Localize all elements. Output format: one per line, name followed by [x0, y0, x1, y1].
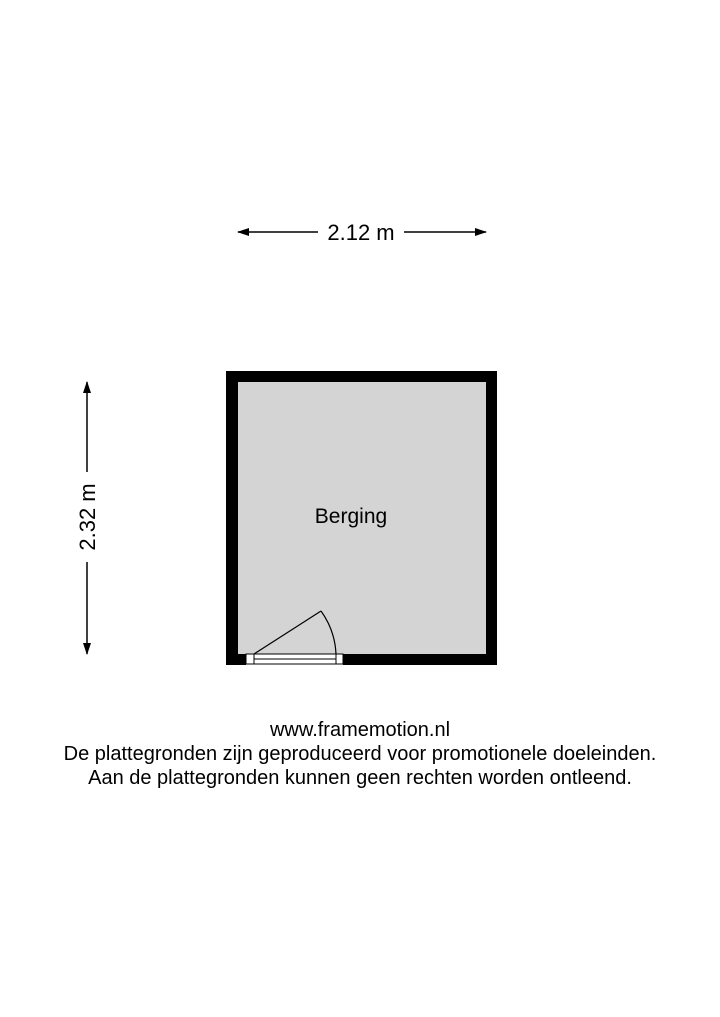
wall-right: [486, 371, 497, 665]
wall-bottom-right: [343, 654, 497, 665]
wall-bottom-left: [226, 654, 246, 665]
wall-top: [226, 371, 497, 382]
room-label: Berging: [314, 505, 388, 528]
website-link[interactable]: www.framemotion.nl: [269, 719, 451, 741]
footer: [0, 718, 720, 790]
height-dimension: [75, 382, 100, 654]
door-jamb-left: [246, 654, 254, 664]
height-dimension-label: 2.32 m: [75, 483, 100, 551]
wall-left: [226, 371, 238, 665]
disclaimer-line-1: De plattegronden zijn geproduceerd voor promotionele doeleinden.: [63, 743, 657, 765]
room-berging: [226, 371, 497, 665]
door-jamb-right: [336, 654, 343, 664]
width-dimension-label: 2.12 m: [327, 220, 395, 245]
disclaimer-line-2: Aan de plattegronden kunnen geen rechten worden ontleend.: [88, 767, 632, 789]
width-dimension: [238, 220, 486, 245]
